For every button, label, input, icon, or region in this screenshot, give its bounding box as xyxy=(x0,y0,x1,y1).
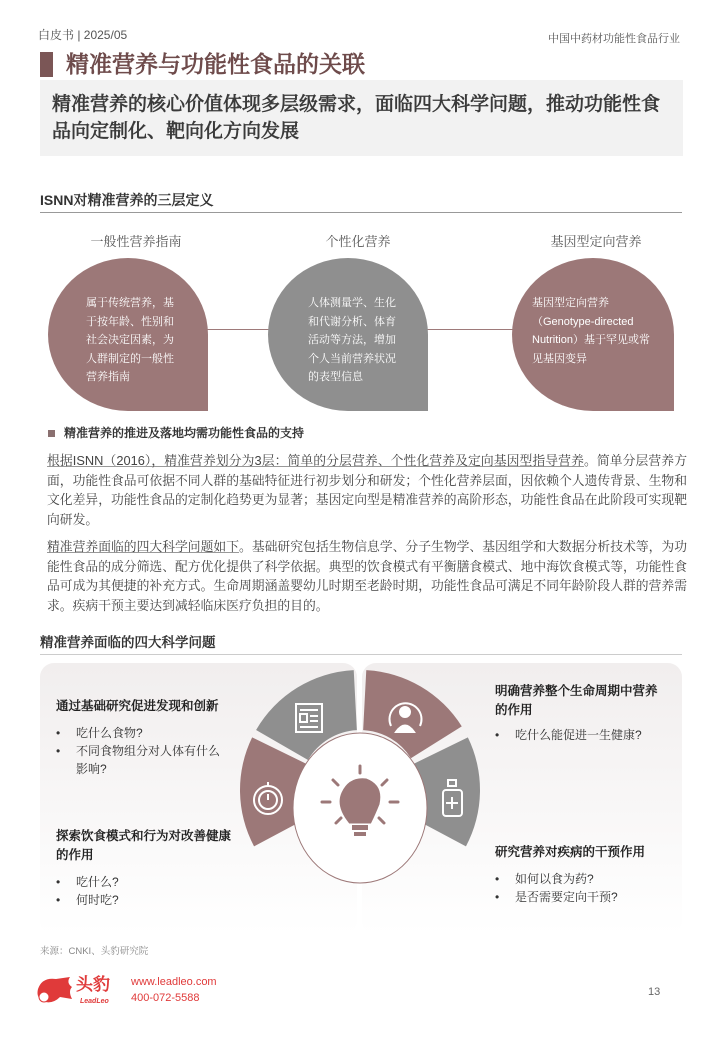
section-title-isnn: ISNN对精准营养的三层定义 xyxy=(40,192,214,208)
leopard-logo-icon xyxy=(36,975,74,1005)
level-label: 个性化营养 xyxy=(325,234,391,249)
brand-name-en: LeadLeo xyxy=(80,998,109,1005)
question-basic-research xyxy=(56,697,246,778)
brand-name: 头豹 xyxy=(76,975,110,994)
summary-box: 精准营养的核心价值体现多层级需求，面临四大科学问题，推动功能性食品向定制化、靶向化方向发展 xyxy=(40,80,683,156)
source-note: 来源：CNKI、头豹研究院 xyxy=(40,946,149,957)
level-bubble-genotype: 基因型定向营养（Genotype-directed Nutrition）基于罕见或常见基因变异 xyxy=(512,258,674,411)
report-header-industry: 中国中药材功能性食品行业 xyxy=(548,33,680,45)
question-item: • 如何以食为药? xyxy=(495,870,675,888)
question-title: 明确营养整个生命周期中营养的作用 xyxy=(495,684,658,717)
level-label: 一般性营养指南 xyxy=(90,234,182,249)
report-header-date: 白皮书 | 2025/05 xyxy=(38,28,128,42)
question-title: 探索饮食模式和行为对改善健康的作用 xyxy=(56,829,232,862)
question-item: • 吃什么食物? xyxy=(56,724,246,742)
question-title: 研究营养对疾病的干预作用 xyxy=(495,845,646,859)
question-disease-intervention xyxy=(495,843,675,906)
level-bubble-general: 属于传统营养，基于按年龄、性别和社会决定因素，为人群制定的一般性营养指南 xyxy=(48,258,208,411)
question-diet-pattern xyxy=(56,827,236,909)
para-highlight: 根据ISNN（2016），精准营养划分为3层：简单的分层营养、个性化营养及定向基因型指导营养 xyxy=(47,453,584,468)
para-text: 。简单分层营养方面，功能性食品可依据不同人群的基础特征进行初步划分和研发；个性化营养层面，因依赖个人遗传背景、生物和文化差异，功能性食品的定制化趋势更为显著；基因定向型是精准营养的高阶形态，功能性食品在此阶段可实现靶向研发。 xyxy=(47,453,687,527)
bullet-heading: 精准营养的推进及落地均需功能性食品的支持 xyxy=(64,426,305,440)
question-item: • 是否需要定向干预? xyxy=(495,888,675,906)
para-highlight: 精准营养面临的四大科学问题如下 xyxy=(47,539,240,554)
website-link[interactable]: www.leadleo.com xyxy=(131,976,217,988)
para-text: 。基础研究包括生物信息学、分子生物学、基因组学和大数据分析技术等，为功能性食品的成分筛选、配方优化提供了科学依据。典型的饮食模式有平衡膳食模式、地中海饮食模式等，功能性食品可成为其便捷的补充方式。生命周期涵盖婴幼儿时期至老龄时期，功能性食品可满足不同年龄阶段人群的营养需求。疾病干预主要达到减轻临床医疗负担的目的。 xyxy=(47,539,688,613)
page-number: 13 xyxy=(648,986,661,998)
question-item: • 不同食物组分对人体有什么影响? xyxy=(56,742,226,778)
page-title: 精准营养与功能性食品的关联 xyxy=(66,51,365,77)
level-bubble-personalized: 人体测量学、生化和代谢分析、体育活动等方法，增加个人当前营养状况的表型信息 xyxy=(268,258,428,411)
question-lifecycle xyxy=(495,682,665,744)
question-item: • 何时吃? xyxy=(56,891,236,909)
question-item: • 吃什么能促进一生健康? xyxy=(495,726,665,744)
phone-number: 400-072-5588 xyxy=(131,992,200,1004)
section-title-problems: 精准营养面临的四大科学问题 xyxy=(40,635,216,650)
question-title: 通过基础研究促进发现和创新 xyxy=(56,699,219,713)
question-item: • 吃什么? xyxy=(56,873,236,891)
level-label: 基因型定向营养 xyxy=(550,234,642,249)
